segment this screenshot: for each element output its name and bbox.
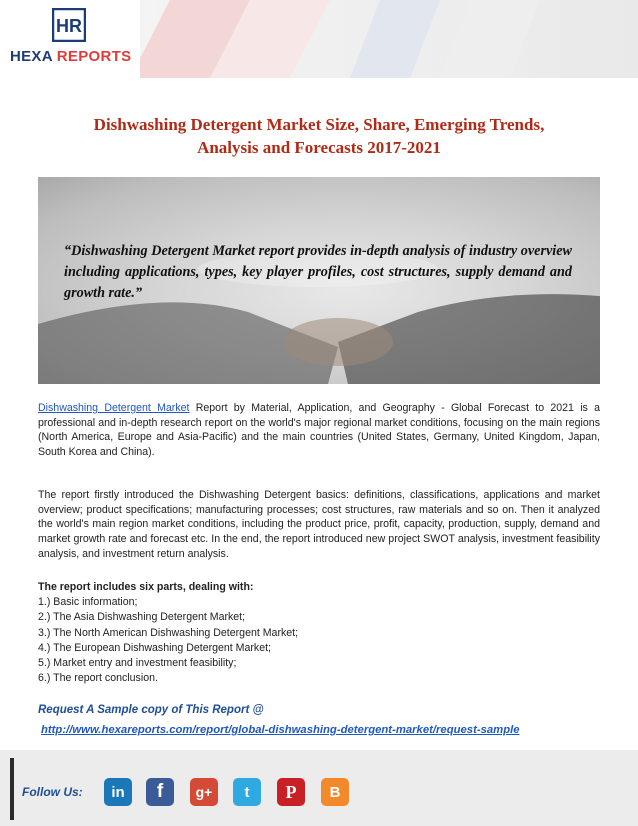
svg-text:HR: HR <box>56 16 82 36</box>
market-link[interactable]: Dishwashing Detergent Market <box>38 402 190 414</box>
parts-list <box>38 580 438 686</box>
request-sample-link[interactable]: http://www.hexareports.com/report/global-dishwashing-detergent-market/request-sample <box>41 724 520 736</box>
list-item: 3.) The North American Dishwashing Detergent Market; <box>38 626 299 639</box>
overview-paragraph: The report firstly introduced the Dishwashing Detergent basics: definitions, classifications, applications and market overview; product specifications; manufacturing processes; cost structures, raw materials and so on. Then it analyzed the world's main region market conditions, including the product price, profit, capacity, production, supply, demand and market growth rate and forecast etc. In the end, the report introduced new project SWOT analysis, investment feasibility analysis, and investment return analysis. <box>38 489 600 560</box>
parts-heading: The report includes six parts, dealing with: <box>38 581 254 593</box>
footer-divider <box>10 758 14 820</box>
hr-logo-icon <box>52 8 86 42</box>
footer <box>0 750 638 826</box>
list-item: 4.) The European Dishwashing Detergent Market; <box>38 641 271 654</box>
linkedin-icon[interactable]: in <box>104 778 132 806</box>
logo-wordmark <box>10 48 131 65</box>
logo-word-hexa: HEXA <box>10 48 53 65</box>
request-sample-label: Request A Sample copy of This Report @ <box>38 704 264 716</box>
list-item: 1.) Basic information; <box>38 596 138 609</box>
intro-paragraph <box>38 401 600 460</box>
facebook-icon[interactable]: f <box>146 778 174 806</box>
header-decoration <box>140 0 638 78</box>
hero-quote: “Dishwashing Detergent Market report provides in-depth analysis of industry overview including applications, types, key player profiles, cost structures, supply demand and growth rate.” <box>64 243 572 301</box>
list-item: 6.) The report conclusion. <box>38 672 158 685</box>
intro-paragraph-text: Report by Material, Application, and Geography - Global Forecast to 2021 is a professional and in-depth research report on the world's major regional market conditions, focusing on the main regions (North America, Europe and Asia-Pacific) and the main countries (United States, Germany, United Kingdom, Japan, South Korea and China). <box>38 402 600 459</box>
title-line-2: Analysis and Forecasts 2017-2021 <box>197 138 441 157</box>
hero-image <box>38 177 600 384</box>
googleplus-icon[interactable]: g+ <box>190 778 218 806</box>
list-item: 2.) The Asia Dishwashing Detergent Market; <box>38 611 246 624</box>
pinterest-icon[interactable]: P <box>277 778 305 806</box>
title-line-1: Dishwashing Detergent Market Size, Share, Emerging Trends, <box>93 115 545 134</box>
blogger-icon[interactable]: B <box>321 778 349 806</box>
logo-word-reports: REPORTS <box>56 48 132 65</box>
twitter-icon[interactable]: t <box>233 778 261 806</box>
page-title <box>40 113 598 159</box>
follow-us-label: Follow Us: <box>22 785 83 799</box>
logo[interactable] <box>0 0 140 78</box>
list-item: 5.) Market entry and investment feasibility; <box>38 657 237 670</box>
